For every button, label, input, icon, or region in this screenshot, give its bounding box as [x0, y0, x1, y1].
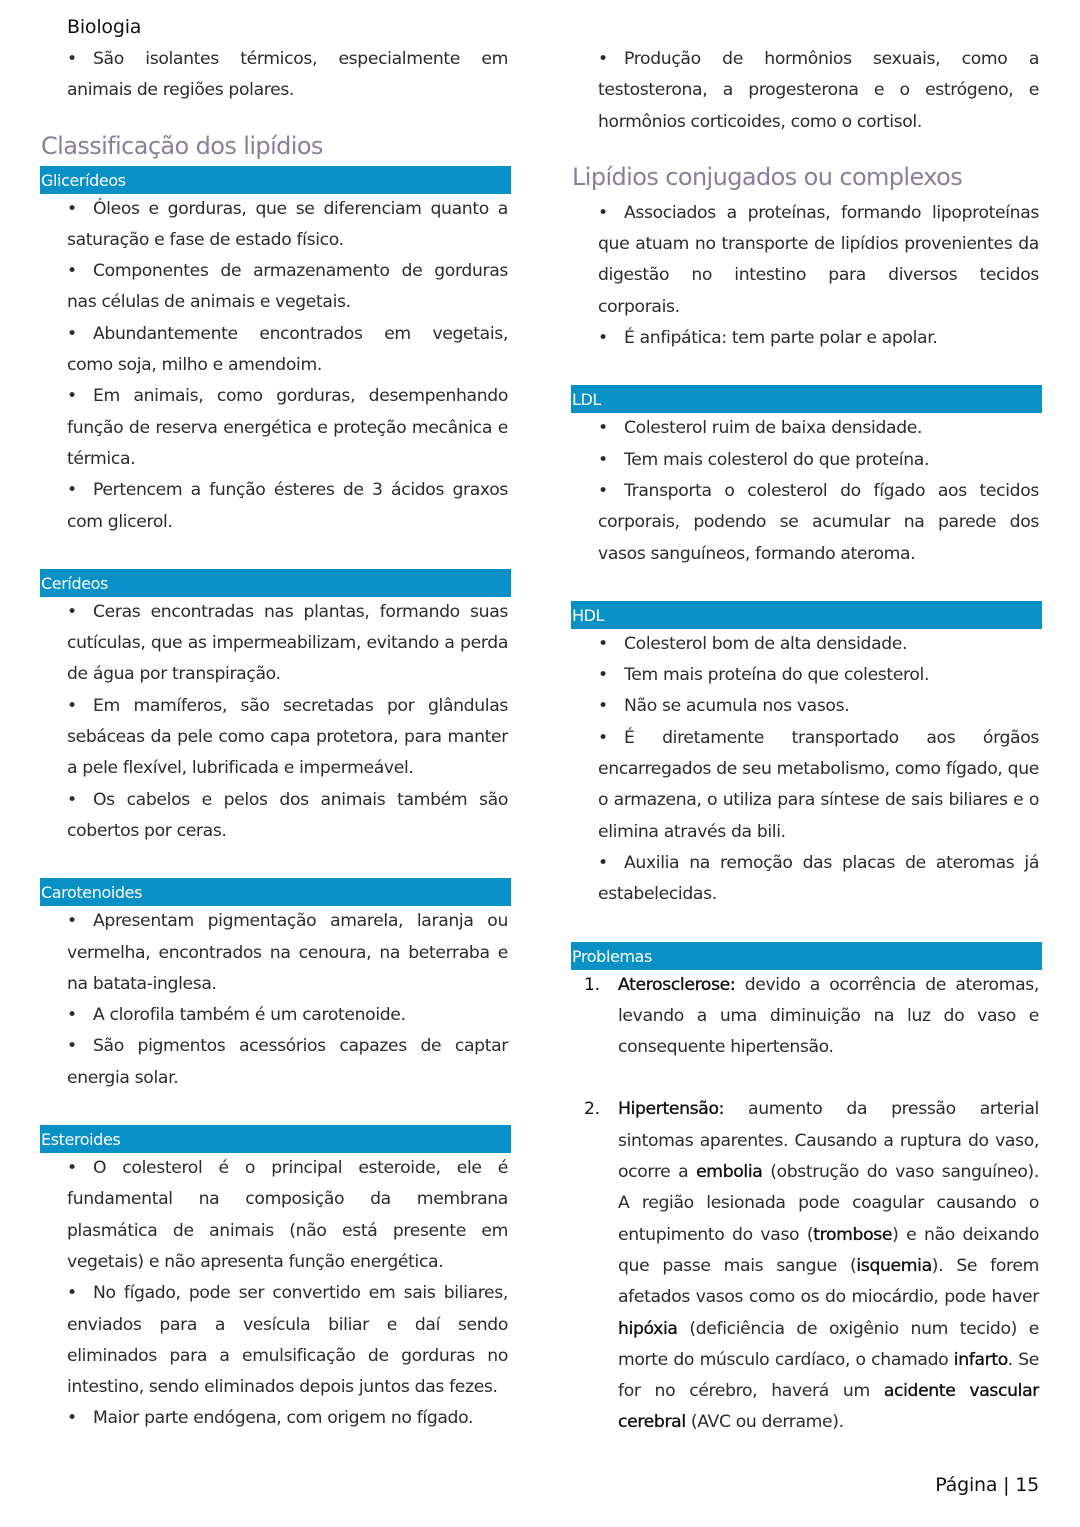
ldl-list — [571, 413, 1042, 569]
band-carotenoides: Carotenoides — [40, 878, 511, 906]
term-embolia: embolia — [696, 1162, 763, 1183]
list-item: • Maior parte endógena, com origem no fígado. — [67, 1403, 508, 1434]
intro-list — [40, 44, 511, 107]
list-item: • Tem mais proteína do que colesterol. — [598, 660, 1039, 691]
list-item: • Auxilia na remoção das placas de ateromas já estabelecidas. — [598, 848, 1039, 911]
problems-list — [571, 970, 1042, 1439]
bullet-icon: • — [598, 202, 608, 223]
list-item: • Pertencem a função ésteres de 3 ácidos graxos com glicerol. — [67, 475, 508, 538]
term-isquemia: isquemia — [856, 1255, 932, 1276]
list-item: • Óleos e gorduras, que se diferenciam quanto a saturação e fase de estado físico. — [67, 194, 508, 257]
list-item: • Transporta o colesterol do fígado aos tecidos corporais, podendo se acumular na parede dos vasos sanguíneos, formando ateroma. — [598, 476, 1039, 570]
band-glicerideos: Glicerídeos — [40, 166, 511, 194]
section-title-classificacao: Classificação dos lipídios — [41, 131, 323, 160]
cerideos-list — [40, 597, 511, 847]
bullet-icon: • — [67, 1283, 77, 1304]
list-item: • Abundantemente encontrados em vegetais, como soja, milho e amendoim. — [67, 319, 508, 382]
bullet-icon: • — [67, 1005, 77, 1026]
list-item: • No fígado, pode ser convertido em sais biliares, enviados para a vesícula biliar e daí sendo eliminados para a emulsificação de gorduras no intestino, sendo eliminados depois juntos das fezes. — [67, 1278, 508, 1403]
bullet-icon: • — [67, 911, 77, 932]
band-problemas: Problemas — [571, 942, 1042, 970]
problem-item-hipertensao: 2. Hipertensão: aumento da pressão arterial sintomas aparentes. Causando a ruptura do vaso, ocorre a embolia (obstrução do vaso sanguíneo). A região lesionada pode coagular causando o entupimento do vaso (trombose) e não deixando que passe mais sangue (isquemia). Se forem afetados vasos como os do miocárdio, pode haver hipóxia (deficiência de oxigênio num tecido) e morte do músculo cardíaco, o chamado infarto. Se for no cérebro, haverá um acidente vascular cerebral (AVC ou derrame). — [584, 1099, 1040, 1433]
bullet-icon: • — [598, 328, 608, 349]
list-item: • Apresentam pigmentação amarela, laranja ou vermelha, encontrados na cenoura, na beterraba e na batata-inglesa. — [67, 906, 508, 1000]
bullet-icon: • — [598, 727, 608, 748]
term-infarto: infarto — [953, 1349, 1008, 1370]
bullet-icon: • — [67, 323, 77, 344]
bullet-icon: • — [67, 261, 77, 282]
list-item: • Em animais, como gorduras, desempenhando função de reserva energética e proteção mecânica e térmica. — [67, 381, 508, 475]
list-item: • Não se acumula nos vasos. — [598, 691, 1039, 722]
list-item: • Colesterol bom de alta densidade. — [598, 629, 1039, 660]
term-avc: acidente vascular cerebral — [618, 1381, 1040, 1433]
bullet-icon: • — [67, 695, 77, 716]
page-number: Página | 15 — [935, 1474, 1039, 1496]
bullet-icon: • — [67, 601, 77, 622]
list-item: • A clorofila também é um carotenoide. — [67, 1000, 508, 1031]
page-header-subject: Biologia — [67, 16, 142, 38]
bullet-icon: • — [598, 696, 608, 717]
bullet-icon: • — [67, 480, 77, 501]
list-item: • Tem mais colesterol do que proteína. — [598, 445, 1039, 476]
bullet-icon: • — [598, 633, 608, 654]
bullet-icon: • — [67, 49, 77, 69]
bullet-icon: • — [598, 852, 608, 873]
band-hdl: HDL — [571, 601, 1042, 629]
section-title-conjugados: Lipídios conjugados ou complexos — [572, 162, 963, 191]
list-item: • É diretamente transportado aos órgãos encarregados de seu metabolismo, como fígado, que o armazena, o utiliza para síntese de sais biliares e o elimina através da bili. — [598, 723, 1039, 848]
bullet-icon: • — [67, 1408, 77, 1429]
term-aterosclerose: Aterosclerose: — [618, 974, 736, 995]
bullet-icon: • — [67, 198, 77, 219]
list-item: • Ceras encontradas nas plantas, formando suas cutículas, que as impermeabilizam, evitando a perda de água por transpiração. — [67, 597, 508, 691]
band-cerideos: Cerídeos — [40, 569, 511, 597]
list-item: • São pigmentos acessórios capazes de captar energia solar. — [67, 1031, 508, 1094]
carotenoides-list — [40, 906, 511, 1094]
bullet-icon: • — [598, 418, 608, 439]
list-item: • São isolantes térmicos, especialmente em animais de regiões polares. — [67, 44, 508, 107]
list-item: • Produção de hormônios sexuais, como a testosterona, a progesterona e o estrógeno, e hormônios corticoides, como o cortisol. — [598, 44, 1039, 138]
bullet-icon: • — [598, 665, 608, 686]
term-hipertensao: Hipertensão: — [618, 1099, 725, 1120]
term-hipoxia: hipóxia — [618, 1318, 678, 1339]
right-column — [571, 44, 1042, 1439]
bullet-icon: • — [67, 1158, 77, 1179]
list-item: • O colesterol é o principal esteroide, ele é fundamental na composição da membrana plasmática de animais (não está presente em vegetais) e não apresenta função energética. — [67, 1153, 508, 1278]
bullet-icon: • — [67, 386, 77, 407]
term-trombose: trombose — [813, 1224, 893, 1245]
list-item: • Componentes de armazenamento de gorduras nas células de animais e vegetais. — [67, 256, 508, 319]
bullet-icon: • — [67, 1036, 77, 1057]
list-item: • É anfipática: tem parte polar e apolar. — [598, 323, 1039, 354]
band-ldl: LDL — [571, 385, 1042, 413]
glicerideos-list — [40, 194, 511, 538]
bullet-icon: • — [598, 480, 608, 501]
conjugados-list — [571, 198, 1042, 354]
list-item: • Em mamíferos, são secretadas por glândulas sebáceas da pele como capa protetora, para manter a pele flexível, lubrificada e impermeável. — [67, 691, 508, 785]
esteroides-list — [40, 1153, 511, 1435]
list-item: • Colesterol ruim de baixa densidade. — [598, 413, 1039, 444]
band-esteroides: Esteroides — [40, 1125, 511, 1153]
bullet-icon: • — [598, 449, 608, 470]
left-column — [40, 44, 511, 1435]
bullet-icon: • — [598, 49, 608, 69]
hormones-list — [571, 44, 1042, 138]
hdl-list — [571, 629, 1042, 911]
list-item: • Os cabelos e pelos dos animais também são cobertos por ceras. — [67, 785, 508, 848]
list-item: • Associados a proteínas, formando lipoproteínas que atuam no transporte de lipídios provenientes da digestão no intestino para diversos tecidos corporais. — [598, 198, 1039, 323]
bullet-icon: • — [67, 789, 77, 810]
problem-item-aterosclerose: 1. Aterosclerose: devido a ocorrência de ateromas, levando a uma diminuição na luz do vaso e consequente hipertensão. — [584, 974, 1039, 1058]
